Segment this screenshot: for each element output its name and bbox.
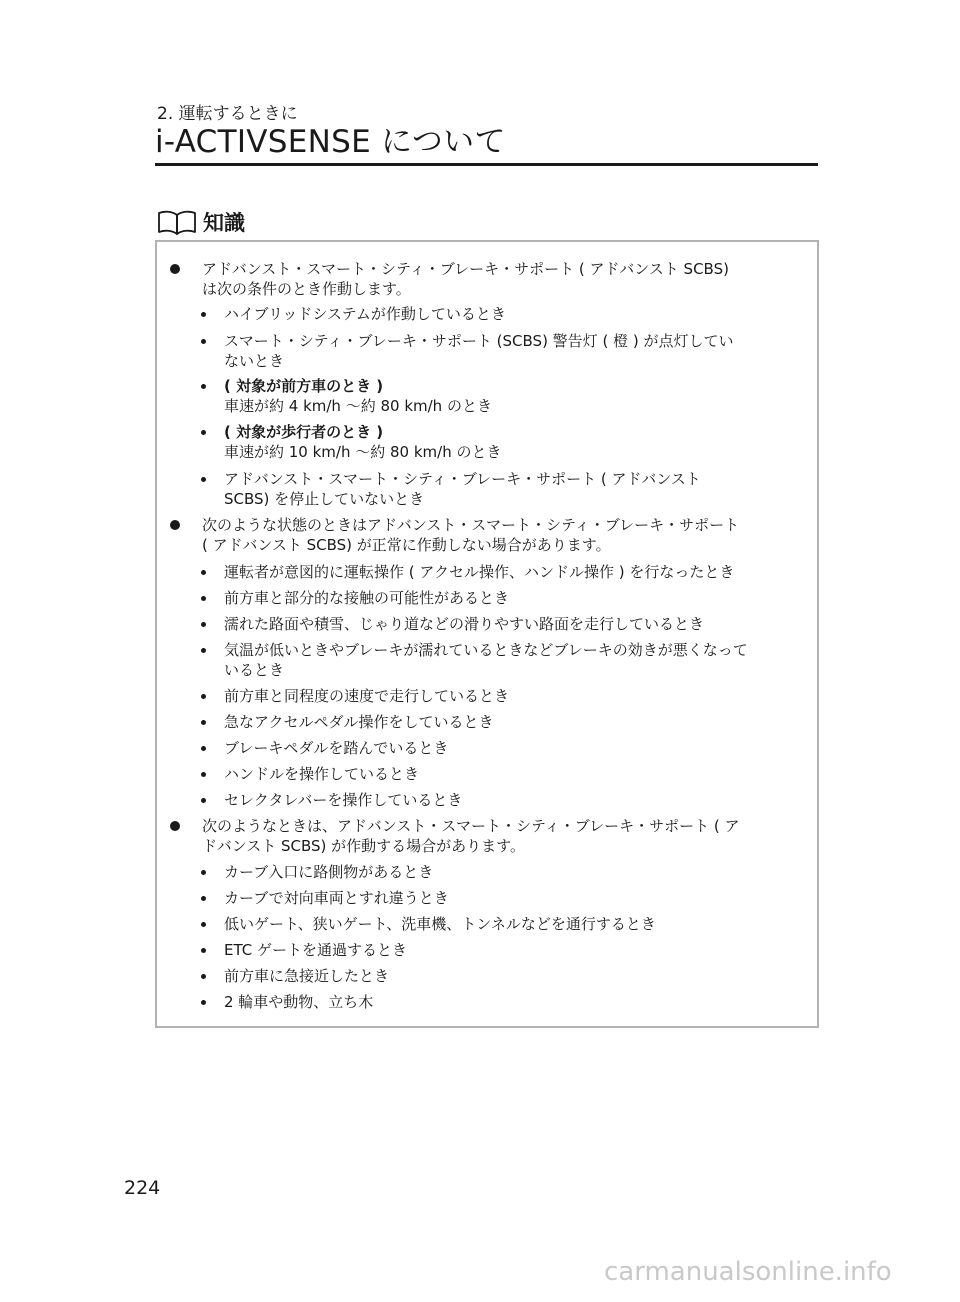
sub-bullet-item <box>224 376 492 416</box>
open-book-icon <box>157 210 197 236</box>
sub-bullet-item <box>224 588 509 608</box>
sub-bullet-item <box>224 738 448 758</box>
sub-bullet-item <box>224 640 748 680</box>
sub-bullet-item <box>224 790 462 810</box>
sub-bullet-text: ETC ゲートを通過するとき <box>224 941 408 959</box>
main-bullet-item <box>202 259 729 299</box>
sub-bullet-item <box>224 940 407 960</box>
sub-bullet-text: 急なアクセルペダル操作をしているとき <box>224 713 494 731</box>
sub-bullet-item <box>224 764 419 784</box>
knowledge-header <box>157 208 245 238</box>
sub-bullet-item <box>224 862 433 882</box>
sub-bullet-text: 前方車と部分的な接触の可能性があるとき <box>224 589 510 607</box>
bullet-text-line: 次のようなときは、アドバンスト・スマート・シティ・ブレーキ・サポート ( ア <box>202 817 740 835</box>
condition-heading: ( 対象が前方車のとき ) <box>224 377 384 395</box>
title-divider <box>155 163 818 166</box>
page-title: i-ACTIVSENSE について <box>155 124 506 160</box>
sub-bullet-item <box>224 888 449 908</box>
knowledge-label: 知識 <box>203 211 245 235</box>
sub-bullet-text: ハンドルを操作しているとき <box>224 765 420 783</box>
sub-bullet-text: 運転者が意図的に運転操作 ( アクセル操作、ハンドル操作 ) を行なったとき <box>224 563 735 581</box>
sub-bullet-text: ハイブリッドシステムが作動しているとき <box>224 305 506 323</box>
sub-bullet-item <box>224 469 701 509</box>
bullet-text-line: ドバンスト SCBS) が作動する場合があります。 <box>202 837 525 855</box>
sub-bullet-text: カーブ入口に路側物があるとき <box>224 863 434 881</box>
sub-bullet-text: 車速が約 10 km/h ～約 80 km/h のとき <box>224 443 502 461</box>
sub-bullet-text: 前方車と同程度の速度で走行しているとき <box>224 687 510 705</box>
sub-bullet-text: SCBS) を停止していないとき <box>224 490 425 508</box>
sub-bullet-item <box>224 712 494 732</box>
sub-bullet-item <box>224 992 373 1012</box>
sub-bullet-item <box>224 304 506 324</box>
sub-bullet-text: 濡れた路面や積雪、じゃり道などの滑りやすい路面を走行しているとき <box>224 615 705 633</box>
knowledge-panel <box>155 240 819 1028</box>
sub-bullet-item <box>224 562 734 582</box>
sub-bullet-item <box>224 614 704 634</box>
bullet-text-line: は次の条件のとき作動します。 <box>202 280 411 298</box>
sub-bullet-item <box>224 686 509 706</box>
bullet-text-line: アドバンスト・スマート・シティ・ブレーキ・サポート ( アドバンスト SCBS) <box>202 260 729 278</box>
sub-bullet-item <box>224 422 502 462</box>
sub-bullet-text: ブレーキペダルを踏んでいるとき <box>224 739 449 757</box>
bullet-text-line: ( アドバンスト SCBS) が正常に作動しない場合があります。 <box>202 536 611 554</box>
sub-bullet-text: アドバンスト・スマート・シティ・ブレーキ・サポート ( アドバンスト <box>224 470 701 488</box>
bullet-text-line: 次のような状態のときはアドバンスト・スマート・シティ・ブレーキ・サポート <box>202 516 740 534</box>
watermark: carmanualsonline.info <box>604 1257 892 1287</box>
main-bullet-item <box>202 816 740 856</box>
main-bullet-item <box>202 515 739 555</box>
sub-bullet-text: ないとき <box>224 352 285 370</box>
sub-bullet-text: いるとき <box>224 661 285 679</box>
sub-bullet-text: スマート・シティ・ブレーキ・サポート (SCBS) 警告灯 ( 橙 ) が点灯してい <box>224 332 734 350</box>
sub-bullet-text: 前方車に急接近したとき <box>224 967 390 985</box>
condition-heading: ( 対象が歩行者のとき ) <box>224 423 384 441</box>
page-number: 224 <box>124 1177 161 1199</box>
sub-bullet-text: 2 輪車や動物、立ち木 <box>224 993 374 1011</box>
sub-bullet-item <box>224 966 389 986</box>
sub-bullet-text: 車速が約 4 km/h ～約 80 km/h のとき <box>224 397 492 415</box>
section-label: 2. 運転するときに <box>157 104 298 124</box>
sub-bullet-item <box>224 914 656 934</box>
sub-bullet-item <box>224 331 733 371</box>
sub-bullet-text: 気温が低いときやブレーキが濡れているときなどブレーキの効きが悪くなって <box>224 641 748 659</box>
sub-bullet-text: 低いゲート、狭いゲート、洗車機、トンネルなどを通行するとき <box>224 915 656 933</box>
sub-bullet-text: カーブで対向車両とすれ違うとき <box>224 889 449 907</box>
sub-bullet-text: セレクタレバーを操作しているとき <box>224 791 463 809</box>
